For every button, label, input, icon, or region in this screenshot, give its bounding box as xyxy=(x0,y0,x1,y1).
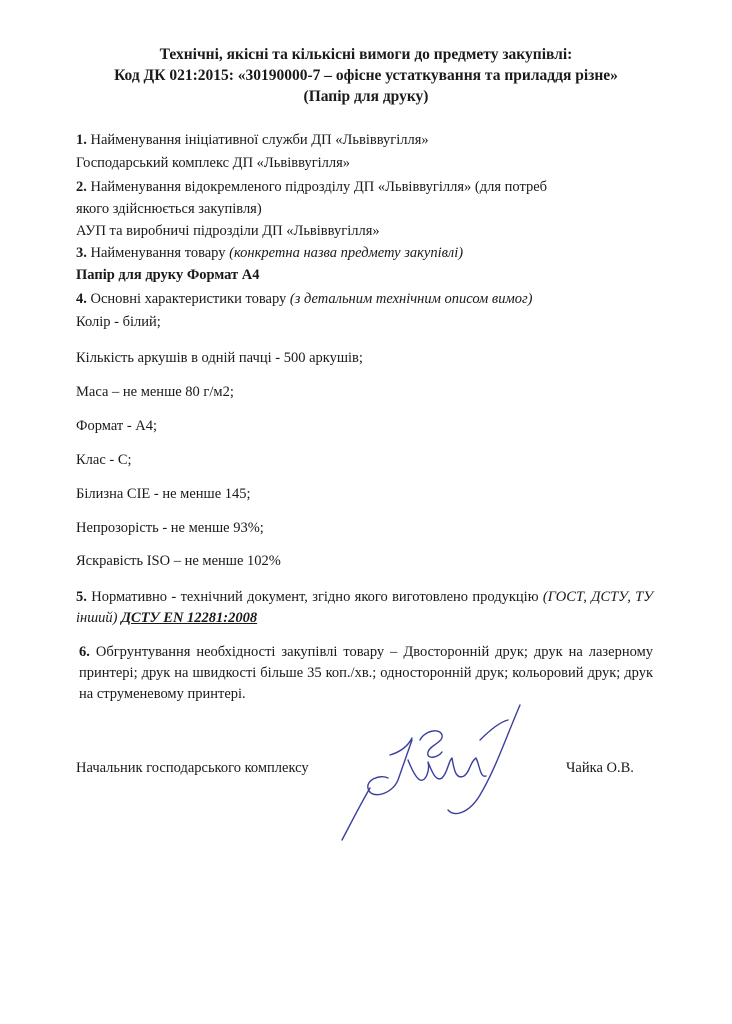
item-5-note: (ГОСТ, ДСТУ, ТУ інший) xyxy=(76,589,653,626)
item-5-text: Нормативно - технічний документ, згідно якого виготовлено продукцію xyxy=(91,589,539,605)
item-5-number: 5. xyxy=(76,589,87,605)
heading-line-1: Технічні, якісні та кількісні вимоги до предмету закупівлі: xyxy=(159,46,573,63)
item-1-label: Найменування ініціативної служби ДП «Львіввугілля» xyxy=(90,132,429,148)
characteristic-brightness: Яскравість ISO – не менше 102% xyxy=(76,553,281,569)
signature-strokes xyxy=(342,705,520,840)
item-6-text: Обгрунтування необхідності закупівлі товару – Двосторонній друк; друк на лазерному принтері; друк на швидкості більше 35 коп./хв.; односторонній друк; кольоровий друк; друк на струменевому принтері. xyxy=(79,644,653,702)
item-2-label: Найменування відокремленого підрозділу ДП «Львіввугілля» (для потреб xyxy=(90,179,548,195)
characteristic-color: Колір - білий; xyxy=(76,314,161,330)
item-5-paragraph xyxy=(76,587,653,629)
heading-line-2: Код ДК 021:2015: «30190000-7 – офісне устаткування та приладдя різне» xyxy=(114,67,618,84)
item-6-number: 6. xyxy=(79,644,90,660)
item-1-label-line xyxy=(76,131,429,149)
item-3-label-line xyxy=(76,244,463,262)
item-3-label: Найменування товару xyxy=(90,245,226,261)
item-3-value: Папір для друку Формат А4 xyxy=(76,267,260,283)
characteristic-whiteness: Білизна CIE - не менше 145; xyxy=(76,486,251,502)
item-1-value: Господарський комплекс ДП «Львіввугілля» xyxy=(76,155,351,171)
characteristic-weight: Маса – не менше 80 г/м2; xyxy=(76,384,234,400)
document-heading xyxy=(0,44,732,107)
signatory-name: Чайка О.В. xyxy=(566,760,634,776)
item-5-value: ДСТУ EN 12281:2008 xyxy=(121,610,258,626)
item-2-label-line-2: якого здійснюється закупівля) xyxy=(76,201,262,217)
item-3-note: (конкретна назва предмету закупівлі) xyxy=(229,245,464,261)
characteristic-opacity: Непрозорість - не менше 93%; xyxy=(76,520,264,536)
handwritten-signature xyxy=(330,700,530,850)
item-2-label-line-1 xyxy=(76,178,547,196)
characteristic-class: Клас - С; xyxy=(76,452,132,468)
characteristic-sheets: Кількість аркушів в одній пачці - 500 аркушів; xyxy=(76,350,363,366)
item-4-note: (з детальним технічним описом вимог) xyxy=(289,291,533,307)
characteristic-format: Формат - А4; xyxy=(76,418,158,434)
signatory-position: Начальник господарського комплексу xyxy=(76,760,309,776)
item-1-number: 1. xyxy=(76,132,87,148)
item-4-label: Основні характеристики товару xyxy=(90,291,287,307)
item-3-number: 3. xyxy=(76,245,87,261)
heading-line-3: (Папір для друку) xyxy=(303,88,429,105)
item-6-paragraph xyxy=(79,642,653,705)
item-4-label-line xyxy=(76,290,532,308)
item-2-value: АУП та виробничі підрозділи ДП «Львіввугілля» xyxy=(76,223,380,239)
item-4-number: 4. xyxy=(76,291,87,307)
item-2-number: 2. xyxy=(76,179,87,195)
